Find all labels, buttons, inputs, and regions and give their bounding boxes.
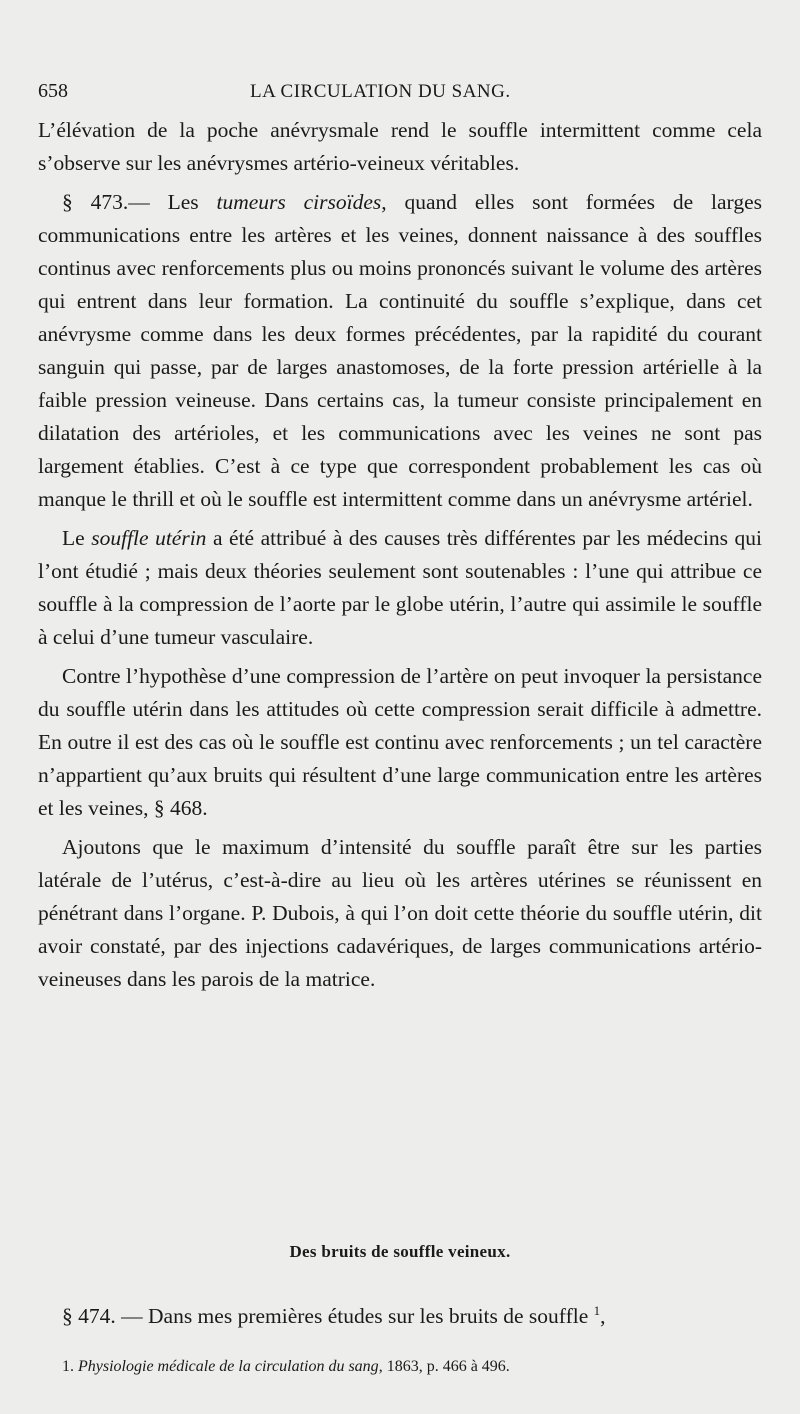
footnote-rest: , 1863, p. 466 à 496. xyxy=(378,1358,510,1375)
body-text xyxy=(38,114,762,1002)
paragraph-474-text: § 474. — Dans mes premières études sur les bruits de souffle xyxy=(62,1304,589,1328)
page-number: 658 xyxy=(38,80,68,102)
paragraph-4: Contre l’hypothèse d’une compression de l’artère on peut invoquer la persistance du souffle utérin dans les attitudes où cette compression serait difficile à admettre. En outre il est des cas où le souffle est continu avec renforcements ; un tel caractère n’appartient qu’aux bruits qui résultent d’une large communication entre les artères et les veines, § 468. xyxy=(38,664,762,820)
paragraph-3-italic: souffle utérin xyxy=(91,526,207,550)
paragraph-1: L’élévation de la poche anévrysmale rend le souffle intermittent comme cela s’observe sur les anévrysmes artério-veineux véritables. xyxy=(38,118,762,175)
paragraph-474 xyxy=(38,1300,762,1333)
paragraph-souffle-uterin xyxy=(38,522,762,654)
footnote-reference: 1 xyxy=(593,1302,601,1318)
paragraph-473 xyxy=(38,186,762,516)
footnote-title: Physiologie médicale de la circulation du sang xyxy=(78,1358,379,1375)
section-heading: Des bruits de souffle veineux. xyxy=(289,1242,511,1261)
paragraph-5: Ajoutons que le maximum d’intensité du souffle paraît être sur les parties latérale de l’utérus, c’est-à-dire au lieu où les artères utérines se réunissent en pénétrant dans l’organe. P. Dubois, à qui l’on doit cette théorie du souffle utérin, dit avoir constaté, par des injections cadavériques, de larges communications artério-veineuses dans les parois de la matrice. xyxy=(38,835,762,991)
footnote xyxy=(38,1356,762,1378)
paragraph-473-rest: , quand elles sont formées de larges communications entre les artères et les veines, donnent naissance à des souffles continus avec renforcements plus ou moins prononcés suivant le volume des artères qui entrent dans leur formation. La continuité du souffle s’explique, dans cet anévrysme comme dans les deux formes précédentes, par la rapidité du courant sanguin qui passe, par de larges anastomoses, de la forte pression artérielle à la faible pression veineuse. Dans certains cas, la tumeur consiste principalement en dilatation des artérioles, et les communications avec les veines ne sont pas largement établies. C’est à ce type que correspondent probablement les cas où manque le thrill et où le souffle est intermittent comme dans un anévrysme artériel. xyxy=(38,190,762,511)
paragraph-3-rest: a été attribué à des causes très différentes par les médecins qui l’ont étudié ; mais deux théories seulement sont soutenables : l’une qui attribue ce souffle à la compression de l’aorte par le globe utérin, l’autre qui assimile le souffle à celui d’une tumeur vasculaire. xyxy=(38,526,762,649)
page-header xyxy=(38,80,762,108)
footnote-number: 1. xyxy=(62,1358,74,1375)
paragraph-474-trailing: , xyxy=(600,1304,606,1328)
paragraph-3-start: Le xyxy=(62,526,92,550)
paragraph-473-start: § 473.— Les xyxy=(62,190,217,214)
running-title: LA CIRCULATION DU SANG. xyxy=(250,81,511,102)
paragraph-473-italic: tumeurs cirsoïdes xyxy=(216,190,382,214)
